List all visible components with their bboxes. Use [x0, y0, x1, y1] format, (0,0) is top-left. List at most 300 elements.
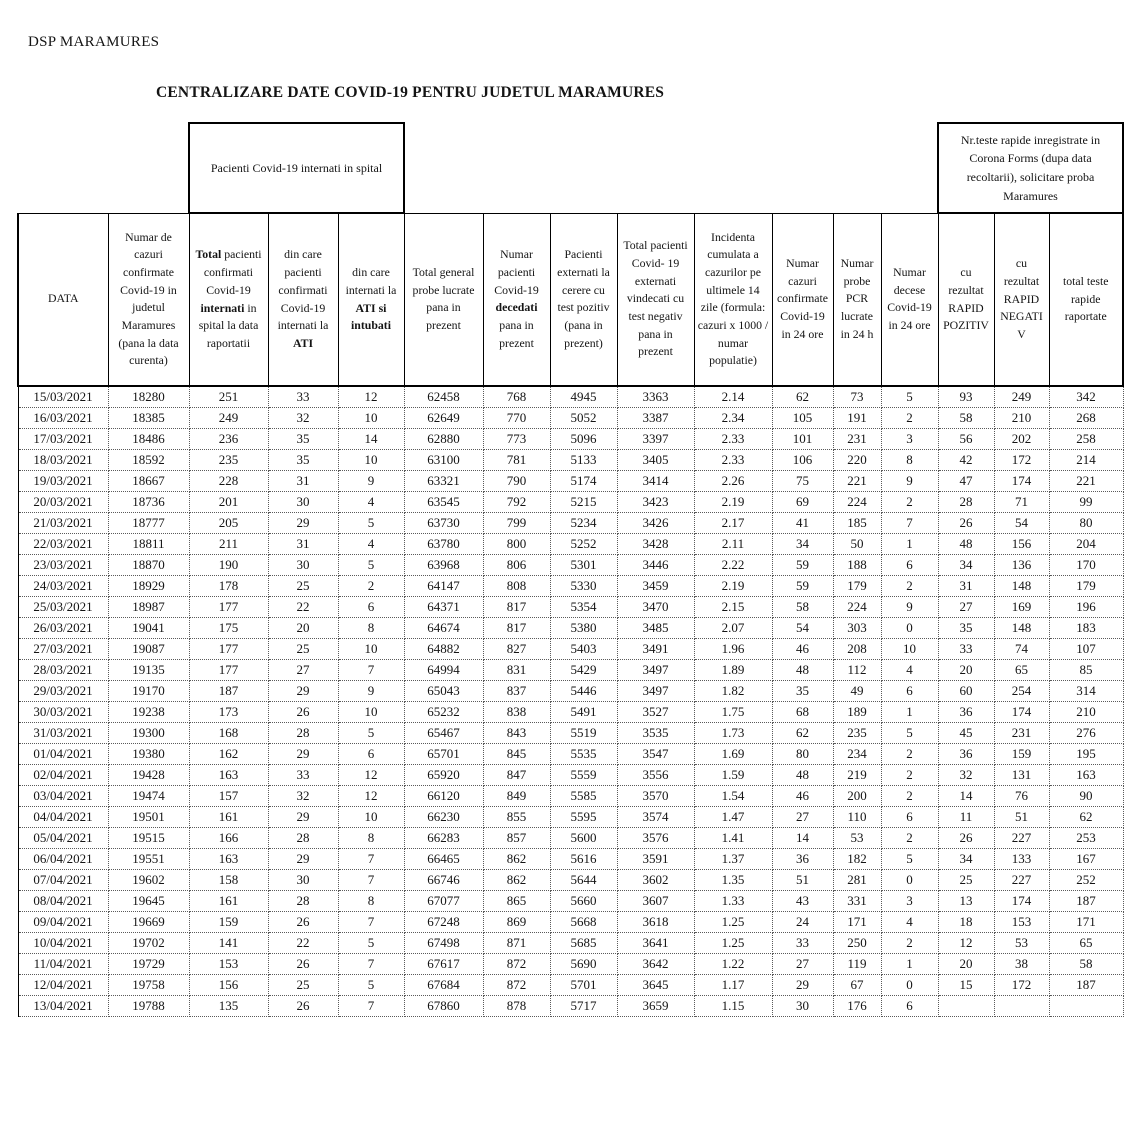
value-cell: 1: [881, 953, 938, 974]
value-cell: 1.25: [694, 911, 772, 932]
value-cell: 110: [833, 806, 881, 827]
date-cell: 10/04/2021: [18, 932, 108, 953]
value-cell: 770: [483, 407, 550, 428]
table-row: [18, 428, 1123, 449]
value-cell: 3535: [617, 722, 694, 743]
value-cell: 19669: [108, 911, 189, 932]
value-cell: 99: [1049, 491, 1123, 512]
table-row: [18, 659, 1123, 680]
value-cell: 220: [833, 449, 881, 470]
column-header-decese-24-ore: Numar decese Covid-19 in 24 ore: [881, 213, 938, 386]
value-cell: 19702: [108, 932, 189, 953]
value-cell: 28: [268, 890, 338, 911]
value-cell: 174: [994, 470, 1049, 491]
value-cell: 5585: [550, 785, 617, 806]
value-cell: 187: [1049, 974, 1123, 995]
table-row: [18, 848, 1123, 869]
value-cell: 174: [994, 701, 1049, 722]
value-cell: 5380: [550, 617, 617, 638]
table-row: [18, 407, 1123, 428]
value-cell: 849: [483, 785, 550, 806]
value-cell: 3405: [617, 449, 694, 470]
value-cell: 19551: [108, 848, 189, 869]
value-cell: 3446: [617, 554, 694, 575]
value-cell: 5600: [550, 827, 617, 848]
value-cell: 172: [994, 449, 1049, 470]
table-row: [18, 890, 1123, 911]
value-cell: 15: [938, 974, 994, 995]
date-cell: 11/04/2021: [18, 953, 108, 974]
value-cell: 90: [1049, 785, 1123, 806]
date-cell: 25/03/2021: [18, 596, 108, 617]
value-cell: 3: [881, 890, 938, 911]
value-cell: 20: [938, 953, 994, 974]
value-cell: 69: [772, 491, 833, 512]
value-cell: 3659: [617, 995, 694, 1016]
value-cell: 161: [189, 806, 268, 827]
value-cell: 2.22: [694, 554, 772, 575]
value-cell: 869: [483, 911, 550, 932]
group-header-row: [18, 123, 1123, 213]
value-cell: 210: [1049, 701, 1123, 722]
value-cell: 231: [833, 428, 881, 449]
table-row: [18, 554, 1123, 575]
value-cell: 5: [338, 932, 404, 953]
value-cell: 19602: [108, 869, 189, 890]
date-cell: 15/03/2021: [18, 386, 108, 407]
value-cell: 1.82: [694, 680, 772, 701]
value-cell: 62649: [404, 407, 483, 428]
value-cell: 59: [772, 554, 833, 575]
value-cell: 106: [772, 449, 833, 470]
value-cell: 19501: [108, 806, 189, 827]
value-cell: 101: [772, 428, 833, 449]
value-cell: 133: [994, 848, 1049, 869]
value-cell: 177: [189, 659, 268, 680]
value-cell: 48: [772, 764, 833, 785]
value-cell: 10: [338, 407, 404, 428]
value-cell: 32: [938, 764, 994, 785]
value-cell: 195: [1049, 743, 1123, 764]
value-cell: 12: [338, 386, 404, 407]
value-cell: 4: [338, 491, 404, 512]
blank-middle: [404, 123, 938, 213]
value-cell: 35: [938, 617, 994, 638]
value-cell: 159: [994, 743, 1049, 764]
value-cell: 48: [772, 659, 833, 680]
value-cell: 1.22: [694, 953, 772, 974]
value-cell: 5701: [550, 974, 617, 995]
value-cell: 5668: [550, 911, 617, 932]
value-cell: 157: [189, 785, 268, 806]
value-cell: 3497: [617, 680, 694, 701]
value-cell: 0: [881, 869, 938, 890]
value-cell: 1.54: [694, 785, 772, 806]
value-cell: 196: [1049, 596, 1123, 617]
table-row: [18, 449, 1123, 470]
value-cell: 3459: [617, 575, 694, 596]
value-cell: 1.41: [694, 827, 772, 848]
value-cell: 2: [881, 764, 938, 785]
page-title: CENTRALIZARE DATE COVID-19 PENTRU JUDETUL MARAMURES: [156, 84, 665, 101]
value-cell: 176: [833, 995, 881, 1016]
value-cell: 62458: [404, 386, 483, 407]
value-cell: 3576: [617, 827, 694, 848]
value-cell: 32: [268, 785, 338, 806]
value-cell: 18486: [108, 428, 189, 449]
date-cell: 29/03/2021: [18, 680, 108, 701]
value-cell: 314: [1049, 680, 1123, 701]
value-cell: 187: [1049, 890, 1123, 911]
value-cell: 221: [1049, 470, 1123, 491]
value-cell: 831: [483, 659, 550, 680]
value-cell: 768: [483, 386, 550, 407]
value-cell: 19515: [108, 827, 189, 848]
value-cell: 64371: [404, 596, 483, 617]
value-cell: 65: [994, 659, 1049, 680]
table-row: [18, 491, 1123, 512]
value-cell: 251: [189, 386, 268, 407]
value-cell: 36: [938, 701, 994, 722]
value-cell: 1.15: [694, 995, 772, 1016]
value-cell: 3570: [617, 785, 694, 806]
value-cell: 19135: [108, 659, 189, 680]
column-header-cazuri-confirmate-total: Numar de cazuri confirmate Covid-19 in judetul Maramures (pana la data curenta): [108, 213, 189, 386]
value-cell: 20: [268, 617, 338, 638]
value-cell: 2.33: [694, 428, 772, 449]
table-row: [18, 722, 1123, 743]
value-cell: 26: [938, 512, 994, 533]
value-cell: 58: [772, 596, 833, 617]
value-cell: 2.11: [694, 533, 772, 554]
value-cell: 862: [483, 869, 550, 890]
value-cell: 2.07: [694, 617, 772, 638]
table-row: [18, 701, 1123, 722]
value-cell: 224: [833, 596, 881, 617]
value-cell: 49: [833, 680, 881, 701]
value-cell: 3618: [617, 911, 694, 932]
value-cell: 5685: [550, 932, 617, 953]
value-cell: 838: [483, 701, 550, 722]
value-cell: 5595: [550, 806, 617, 827]
value-cell: 2.15: [694, 596, 772, 617]
column-header-probe-pcr-24h: Numar probe PCR lucrate in 24 h: [833, 213, 881, 386]
value-cell: 67498: [404, 932, 483, 953]
value-cell: 5429: [550, 659, 617, 680]
column-header-externati-cerere: Pacienti externati la cerere cu test pozitiv (pana in prezent): [550, 213, 617, 386]
value-cell: 871: [483, 932, 550, 953]
value-cell: 177: [189, 596, 268, 617]
value-cell: 878: [483, 995, 550, 1016]
value-cell: 2: [881, 827, 938, 848]
value-cell: 7: [338, 911, 404, 932]
value-cell: 3547: [617, 743, 694, 764]
value-cell: 224: [833, 491, 881, 512]
value-cell: 4: [338, 533, 404, 554]
value-cell: 19380: [108, 743, 189, 764]
value-cell: 5: [881, 722, 938, 743]
value-cell: 3485: [617, 617, 694, 638]
date-cell: 12/04/2021: [18, 974, 108, 995]
table-row: [18, 869, 1123, 890]
table-row: [18, 953, 1123, 974]
value-cell: 3641: [617, 932, 694, 953]
value-cell: 3470: [617, 596, 694, 617]
value-cell: 191: [833, 407, 881, 428]
value-cell: 234: [833, 743, 881, 764]
value-cell: 56: [938, 428, 994, 449]
value-cell: 167: [1049, 848, 1123, 869]
value-cell: 166: [189, 827, 268, 848]
date-cell: 21/03/2021: [18, 512, 108, 533]
value-cell: 5446: [550, 680, 617, 701]
column-header-rapid-pozitiv: cu rezultat RAPID POZITIV: [938, 213, 994, 386]
value-cell: 3423: [617, 491, 694, 512]
value-cell: 48: [938, 533, 994, 554]
table-row: [18, 932, 1123, 953]
value-cell: 63730: [404, 512, 483, 533]
column-header-internati-total: Total pacienti confirmati Covid-19 internati in spital la data raportatii: [189, 213, 268, 386]
value-cell: 7: [338, 848, 404, 869]
value-cell: 4: [881, 911, 938, 932]
value-cell: 12: [338, 785, 404, 806]
value-cell: 5354: [550, 596, 617, 617]
value-cell: 0: [881, 974, 938, 995]
value-cell: 2.19: [694, 491, 772, 512]
value-cell: 18667: [108, 470, 189, 491]
value-cell: 153: [189, 953, 268, 974]
value-cell: 3574: [617, 806, 694, 827]
value-cell: 227: [994, 869, 1049, 890]
value-cell: 179: [833, 575, 881, 596]
value-cell: 25: [268, 974, 338, 995]
value-cell: 5252: [550, 533, 617, 554]
value-cell: 185: [833, 512, 881, 533]
value-cell: 65043: [404, 680, 483, 701]
value-cell: 32: [268, 407, 338, 428]
value-cell: 34: [938, 554, 994, 575]
value-cell: 29: [772, 974, 833, 995]
value-cell: 227: [994, 827, 1049, 848]
value-cell: 19729: [108, 953, 189, 974]
value-cell: 30: [268, 869, 338, 890]
value-cell: 2.26: [694, 470, 772, 491]
table-row: [18, 386, 1123, 407]
value-cell: 25: [268, 638, 338, 659]
value-cell: 7: [338, 995, 404, 1016]
value-cell: 73: [833, 386, 881, 407]
value-cell: 27: [938, 596, 994, 617]
value-cell: 60: [938, 680, 994, 701]
value-cell: 872: [483, 953, 550, 974]
value-cell: 163: [1049, 764, 1123, 785]
value-cell: 119: [833, 953, 881, 974]
value-cell: 64674: [404, 617, 483, 638]
date-cell: 17/03/2021: [18, 428, 108, 449]
value-cell: 25: [938, 869, 994, 890]
value-cell: 190: [189, 554, 268, 575]
value-cell: 210: [994, 407, 1049, 428]
date-cell: 05/04/2021: [18, 827, 108, 848]
value-cell: 254: [994, 680, 1049, 701]
value-cell: 231: [994, 722, 1049, 743]
value-cell: 1.73: [694, 722, 772, 743]
value-cell: 1.35: [694, 869, 772, 890]
value-cell: 183: [1049, 617, 1123, 638]
value-cell: [938, 995, 994, 1016]
value-cell: 18777: [108, 512, 189, 533]
value-cell: 107: [1049, 638, 1123, 659]
value-cell: 10: [881, 638, 938, 659]
value-cell: 18987: [108, 596, 189, 617]
value-cell: 31: [938, 575, 994, 596]
value-cell: 8: [338, 827, 404, 848]
group-header-teste-rapide: Nr.teste rapide inregistrate in Corona Forms (dupa data recoltarii), solicitare proba Maramures: [938, 123, 1123, 213]
value-cell: 9: [338, 470, 404, 491]
table-row: [18, 743, 1123, 764]
date-cell: 23/03/2021: [18, 554, 108, 575]
value-cell: 0: [881, 617, 938, 638]
value-cell: 27: [772, 806, 833, 827]
value-cell: 93: [938, 386, 994, 407]
column-header-probe-total: Total general probe lucrate pana in prezent: [404, 213, 483, 386]
column-header-incidenta-14-zile: Incidenta cumulata a cazurilor pe ultimele 14 zile (formula: cazuri x 1000 / numar populatie): [694, 213, 772, 386]
value-cell: 169: [994, 596, 1049, 617]
value-cell: 2: [338, 575, 404, 596]
value-cell: 2.19: [694, 575, 772, 596]
value-cell: 2: [881, 743, 938, 764]
value-cell: 845: [483, 743, 550, 764]
table-body: [18, 386, 1123, 1016]
value-cell: 6: [338, 743, 404, 764]
value-cell: 235: [189, 449, 268, 470]
value-cell: 855: [483, 806, 550, 827]
value-cell: 5052: [550, 407, 617, 428]
value-cell: 12: [938, 932, 994, 953]
value-cell: 30: [268, 491, 338, 512]
value-cell: 26: [268, 911, 338, 932]
value-cell: 1.33: [694, 890, 772, 911]
value-cell: 13: [938, 890, 994, 911]
value-cell: 112: [833, 659, 881, 680]
value-cell: 10: [338, 806, 404, 827]
value-cell: 7: [338, 953, 404, 974]
value-cell: 235: [833, 722, 881, 743]
value-cell: 36: [938, 743, 994, 764]
value-cell: 46: [772, 785, 833, 806]
value-cell: 18736: [108, 491, 189, 512]
value-cell: 827: [483, 638, 550, 659]
value-cell: 14: [338, 428, 404, 449]
value-cell: 29: [268, 680, 338, 701]
value-cell: 66283: [404, 827, 483, 848]
table-row: [18, 764, 1123, 785]
value-cell: 31: [268, 470, 338, 491]
value-cell: 63968: [404, 554, 483, 575]
value-cell: 45: [938, 722, 994, 743]
blank-corner: [18, 123, 189, 213]
value-cell: 54: [994, 512, 1049, 533]
value-cell: 178: [189, 575, 268, 596]
value-cell: 158: [189, 869, 268, 890]
value-cell: 175: [189, 617, 268, 638]
value-cell: 3642: [617, 953, 694, 974]
value-cell: 10: [338, 638, 404, 659]
value-cell: 1.59: [694, 764, 772, 785]
table-row: [18, 785, 1123, 806]
value-cell: 872: [483, 974, 550, 995]
value-cell: 857: [483, 827, 550, 848]
value-cell: 3426: [617, 512, 694, 533]
value-cell: 28: [268, 722, 338, 743]
value-cell: 38: [994, 953, 1049, 974]
value-cell: 781: [483, 449, 550, 470]
value-cell: 85: [1049, 659, 1123, 680]
value-cell: 2: [881, 407, 938, 428]
column-header-data: DATA: [18, 213, 108, 386]
date-cell: 28/03/2021: [18, 659, 108, 680]
column-header-internati-ati: din care pacienti confirmati Covid-19 internati la ATI: [268, 213, 338, 386]
value-cell: 53: [994, 932, 1049, 953]
value-cell: 204: [1049, 533, 1123, 554]
value-cell: 6: [338, 596, 404, 617]
date-cell: 02/04/2021: [18, 764, 108, 785]
value-cell: 168: [189, 722, 268, 743]
value-cell: 1.69: [694, 743, 772, 764]
value-cell: 71: [994, 491, 1049, 512]
value-cell: 2.14: [694, 386, 772, 407]
value-cell: 33: [268, 386, 338, 407]
value-cell: 808: [483, 575, 550, 596]
value-cell: 20: [938, 659, 994, 680]
date-cell: 09/04/2021: [18, 911, 108, 932]
value-cell: 10: [338, 449, 404, 470]
value-cell: 7: [338, 869, 404, 890]
value-cell: 3491: [617, 638, 694, 659]
value-cell: 5174: [550, 470, 617, 491]
value-cell: 19238: [108, 701, 189, 722]
value-cell: 58: [938, 407, 994, 428]
value-cell: 3645: [617, 974, 694, 995]
value-cell: 9: [881, 470, 938, 491]
value-cell: 189: [833, 701, 881, 722]
value-cell: 5: [338, 512, 404, 533]
value-cell: 5096: [550, 428, 617, 449]
value-cell: 5301: [550, 554, 617, 575]
value-cell: 24: [772, 911, 833, 932]
value-cell: 18929: [108, 575, 189, 596]
value-cell: 33: [268, 764, 338, 785]
value-cell: 51: [772, 869, 833, 890]
value-cell: 29: [268, 848, 338, 869]
value-cell: 135: [189, 995, 268, 1016]
table-row: [18, 470, 1123, 491]
value-cell: 862: [483, 848, 550, 869]
value-cell: 172: [994, 974, 1049, 995]
value-cell: 29: [268, 512, 338, 533]
value-cell: 11: [938, 806, 994, 827]
value-cell: 276: [1049, 722, 1123, 743]
date-cell: 31/03/2021: [18, 722, 108, 743]
value-cell: 187: [189, 680, 268, 701]
value-cell: 19170: [108, 680, 189, 701]
value-cell: 3414: [617, 470, 694, 491]
value-cell: 68: [772, 701, 833, 722]
value-cell: 19758: [108, 974, 189, 995]
value-cell: [1049, 995, 1123, 1016]
value-cell: 67684: [404, 974, 483, 995]
table-row: [18, 995, 1123, 1016]
